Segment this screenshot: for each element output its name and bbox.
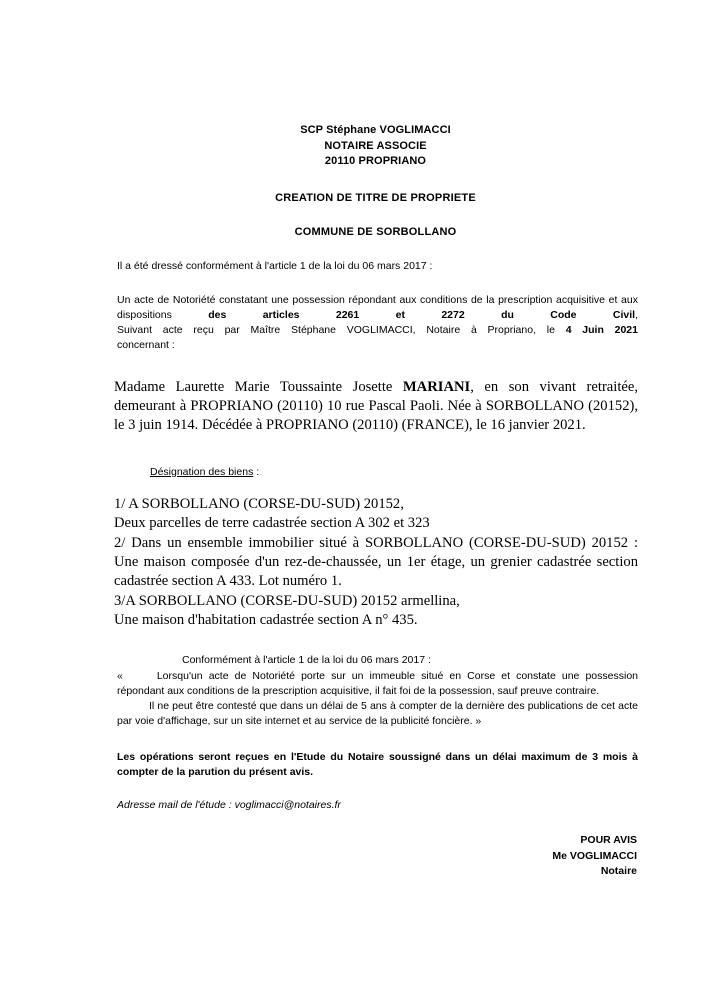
property-list (113, 495, 638, 631)
designation-heading-colon: : (253, 465, 260, 478)
conformity-intro: Conformément à l'article 1 de la loi du 06 mars 2017 : (182, 653, 431, 666)
property-item-2: 2/ Dans un ensemble immobilier situé à SORBOLLANO (CORSE-DU-SUD) 20152 : Une maison composée d'un rez-de-chaussée, un 1er étage, un grenier cadastrée section cadastrée section A 433. Lot numéro 1. (114, 534, 638, 590)
page-title: CREATION DE TITRE DE PROPRIETE (275, 191, 476, 204)
person-surname: MARIANI (402, 378, 471, 395)
property-item-3-line-2: Une maison d'habitation cadastrée section A n° 435. (114, 612, 418, 629)
designation-heading-underlined: Désignation des biens (150, 465, 254, 478)
person-text-suffix: , en son vivant retraitée, demeurant à PROPRIANO (20110) 10 rue Pascal Paoli. Née à SORBOLLANO (20152), le 3 juin 1914. Décédée à PROPRIANO (20110) (FRANCE), le 16 janvier 2021. (114, 378, 638, 434)
property-item-1-line-1: 1/ A SORBOLLANO (CORSE-DU-SUD) 20152, (114, 495, 404, 512)
open-guillemet-icon: « (117, 669, 123, 682)
acte-notoriete-block (113, 293, 638, 354)
signature-notary-name: Me VOGLIMACCI (552, 849, 637, 862)
quotation-paragraph-1-text: Lorsqu'un acte de Notoriété porte sur un immeuble situé en Corse et constate une possession répondant aux conditions de la prescription acquisitive, il fait foi de la possession, sauf preuve contraire. (117, 669, 638, 697)
letterhead-role: NOTAIRE ASSOCIE (324, 139, 427, 152)
acte-text-part4: concernant : (117, 339, 175, 352)
letterhead-firm-name: SCP Stéphane VOGLIMACCI (300, 124, 451, 136)
letterhead (113, 123, 638, 170)
letterhead-postal-city: 20110 PROPRIANO (324, 155, 427, 167)
legal-quotation (113, 669, 638, 730)
acte-text-part3: Suivant acte reçu par Maître Stéphane VOGLIMACCI, Notaire à Propriano, le (117, 324, 566, 337)
property-item-1-line-2: Deux parcelles de terre cadastrée section A 302 et 323 (114, 515, 430, 532)
property-item-3-line-1: 3/A SORBOLLANO (CORSE-DU-SUD) 20152 armellina, (114, 592, 460, 609)
signature-notary-title: Notaire (600, 864, 637, 877)
email-line: Adresse mail de l'étude : voglimacci@notaires.fr (117, 799, 341, 812)
quotation-paragraph-2-text: Il ne peut être contesté que dans un délai de 5 ans à compter de la dernière des publications de cet acte par voie d'affichage, sur un site internet et au service de la publicité foncière. » (117, 700, 638, 728)
deceased-person-paragraph (113, 378, 638, 436)
acte-text-part2: , (635, 308, 638, 321)
page-subtitle: COMMUNE DE SORBOLLANO (294, 225, 457, 238)
acte-text-part1: Un acte de Notoriété constatant une possession répondant aux conditions de la prescription acquisitive et aux dispositions (117, 293, 638, 321)
intro-statement: Il a été dressé conformément à l'article 1 de la loi du 06 mars 2017 : (117, 259, 433, 272)
person-text-prefix: Madame Laurette Marie Toussainte Josette (114, 378, 403, 395)
document-content (113, 123, 638, 879)
operations-notice: Les opérations seront reçues en l'Etude du Notaire soussigné dans un délai maximum de 3 mois à compter de la parution du présent avis. (117, 750, 638, 778)
acte-date-bold: 4 Juin 2021 (565, 324, 638, 337)
designation-heading (113, 466, 638, 478)
acte-articles-bold: des articles 2261 et 2272 du Code Civil (208, 308, 636, 321)
signature-block (113, 833, 638, 879)
quotation-paragraph-1 (117, 669, 638, 699)
quotation-paragraph-2 (117, 699, 638, 729)
signature-pour-avis: POUR AVIS (580, 834, 637, 847)
